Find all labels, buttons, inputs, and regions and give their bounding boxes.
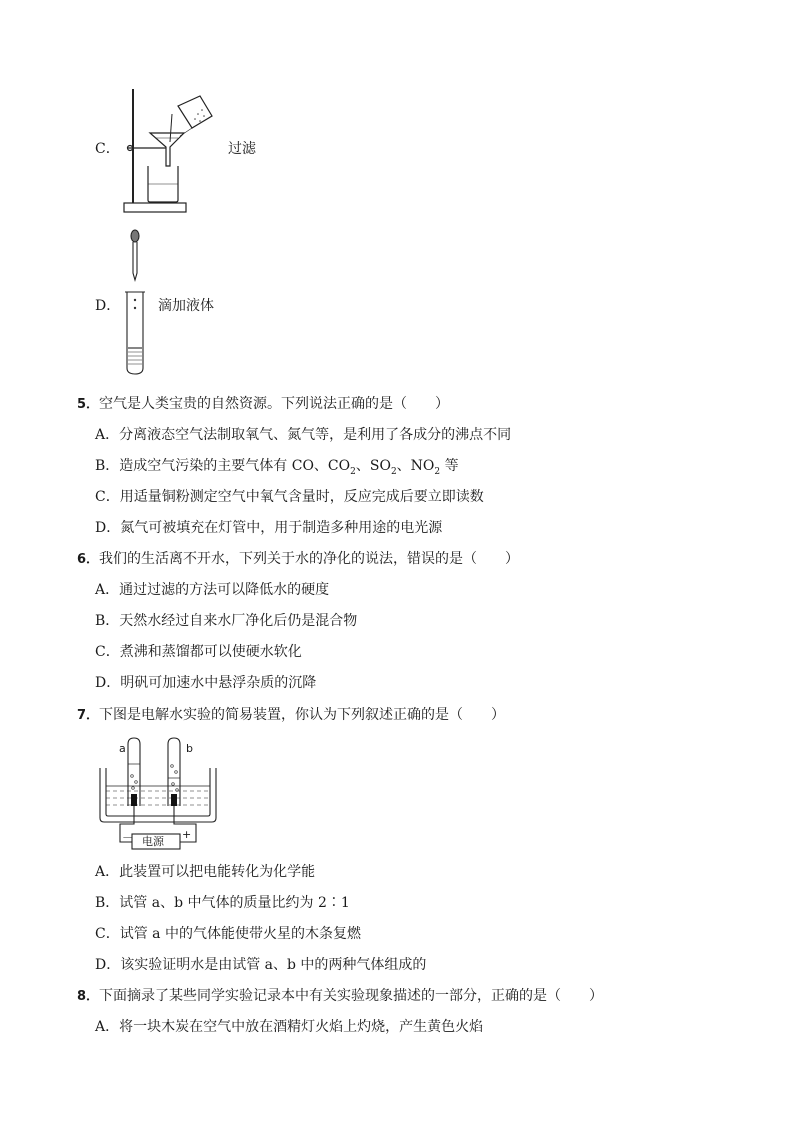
- tube-b-label: b: [186, 742, 193, 755]
- q6-stem-text: 我们的生活离不开水，下列关于水的净化的说法，错误的是（ ）: [99, 551, 520, 567]
- q5-b-sub2: 2: [390, 466, 397, 477]
- q6-option-d: D．明矾可加速水中悬浮杂质的沉降: [95, 675, 317, 691]
- power-minus: －: [122, 831, 133, 844]
- q7-stem: [77, 705, 505, 726]
- q5-option-b: [95, 456, 459, 482]
- q7-option-d: D．该实验证明水是由试管 a、b 中的两种气体组成的: [95, 957, 427, 973]
- filtration-apparatus-figure: [118, 86, 213, 214]
- electrolysis-figure: [96, 736, 220, 850]
- q8-option-a: A．将一块木炭在空气中放在酒精灯火焰上灼烧，产生黄色火焰: [95, 1019, 484, 1035]
- electrolysis-drawing: [96, 736, 220, 850]
- stand-base: [124, 203, 186, 212]
- pouring-beaker: [178, 96, 212, 128]
- q5-b-mid: 、SO: [355, 458, 391, 474]
- q4-option-d-letter: D．: [95, 298, 121, 314]
- q4-option-c-label: 过滤: [228, 141, 256, 157]
- q7-number: 7．: [77, 708, 100, 723]
- q6-number: 6．: [77, 552, 100, 567]
- tube-a-label: a: [119, 742, 126, 755]
- electrode-b: [171, 794, 177, 806]
- test-tube: [127, 292, 143, 374]
- q8-stem-text: 下面摘录了某些同学实验记录本中有关实验现象描述的一部分，正确的是（ ）: [99, 988, 604, 1004]
- q4-option-c-letter: C．: [95, 141, 120, 157]
- q8-number: 8．: [77, 989, 100, 1004]
- electrode-a: [131, 794, 137, 806]
- q7-option-c: C．试管 a 中的气体能使带火星的木条复燃: [95, 926, 361, 942]
- q5-b-suffix: 等: [440, 458, 459, 474]
- dropper-tube: [133, 242, 137, 280]
- q5-option-c: C．用适量铜粉测定空气中氧气含量时，反应完成后要立即读数: [95, 489, 484, 505]
- q5-number: 5．: [77, 397, 100, 412]
- q4-option-d-label: 滴加液体: [158, 298, 214, 314]
- dropper-bulb: [131, 230, 139, 242]
- q5-stem-text: 空气是人类宝贵的自然资源。下列说法正确的是（ ）: [99, 396, 450, 412]
- q6-option-c: C．煮沸和蒸馏都可以使硬水软化: [95, 644, 302, 660]
- q6-option-a: A．通过过滤的方法可以降低水的硬度: [95, 582, 330, 598]
- q5-stem: [77, 394, 449, 415]
- q5-option-d: D．氮气可被填充在灯管中，用于制造多种用途的电光源: [95, 520, 443, 536]
- q7-option-b: B．试管 a、b 中气体的质量比约为 2∶1: [95, 895, 350, 911]
- q5-b-mid2: 、NO: [396, 458, 435, 474]
- q7-option-a: A．此装置可以把电能转化为化学能: [95, 864, 316, 880]
- water-trough: [100, 768, 216, 822]
- q5-b-sub3: 2: [434, 466, 441, 477]
- dropper-testtube-figure: [118, 228, 152, 378]
- power-plus: +: [182, 828, 192, 841]
- q8-stem: [77, 986, 603, 1007]
- q6-option-b: B．天然水经过自来水厂净化后仍是混合物: [95, 613, 358, 629]
- power-label: 电源: [142, 835, 164, 848]
- q7-stem-text: 下图是电解水实验的简易装置，你认为下列叙述正确的是（ ）: [99, 707, 506, 723]
- q5-option-a: A．分离液态空气法制取氧气、氮气等，是利用了各成分的沸点不同: [95, 427, 512, 443]
- q5-b-sub1: 2: [350, 466, 356, 477]
- q5-b-prefix: B．造成空气污染的主要气体有 CO、CO: [95, 458, 351, 474]
- q6-stem: [77, 549, 519, 570]
